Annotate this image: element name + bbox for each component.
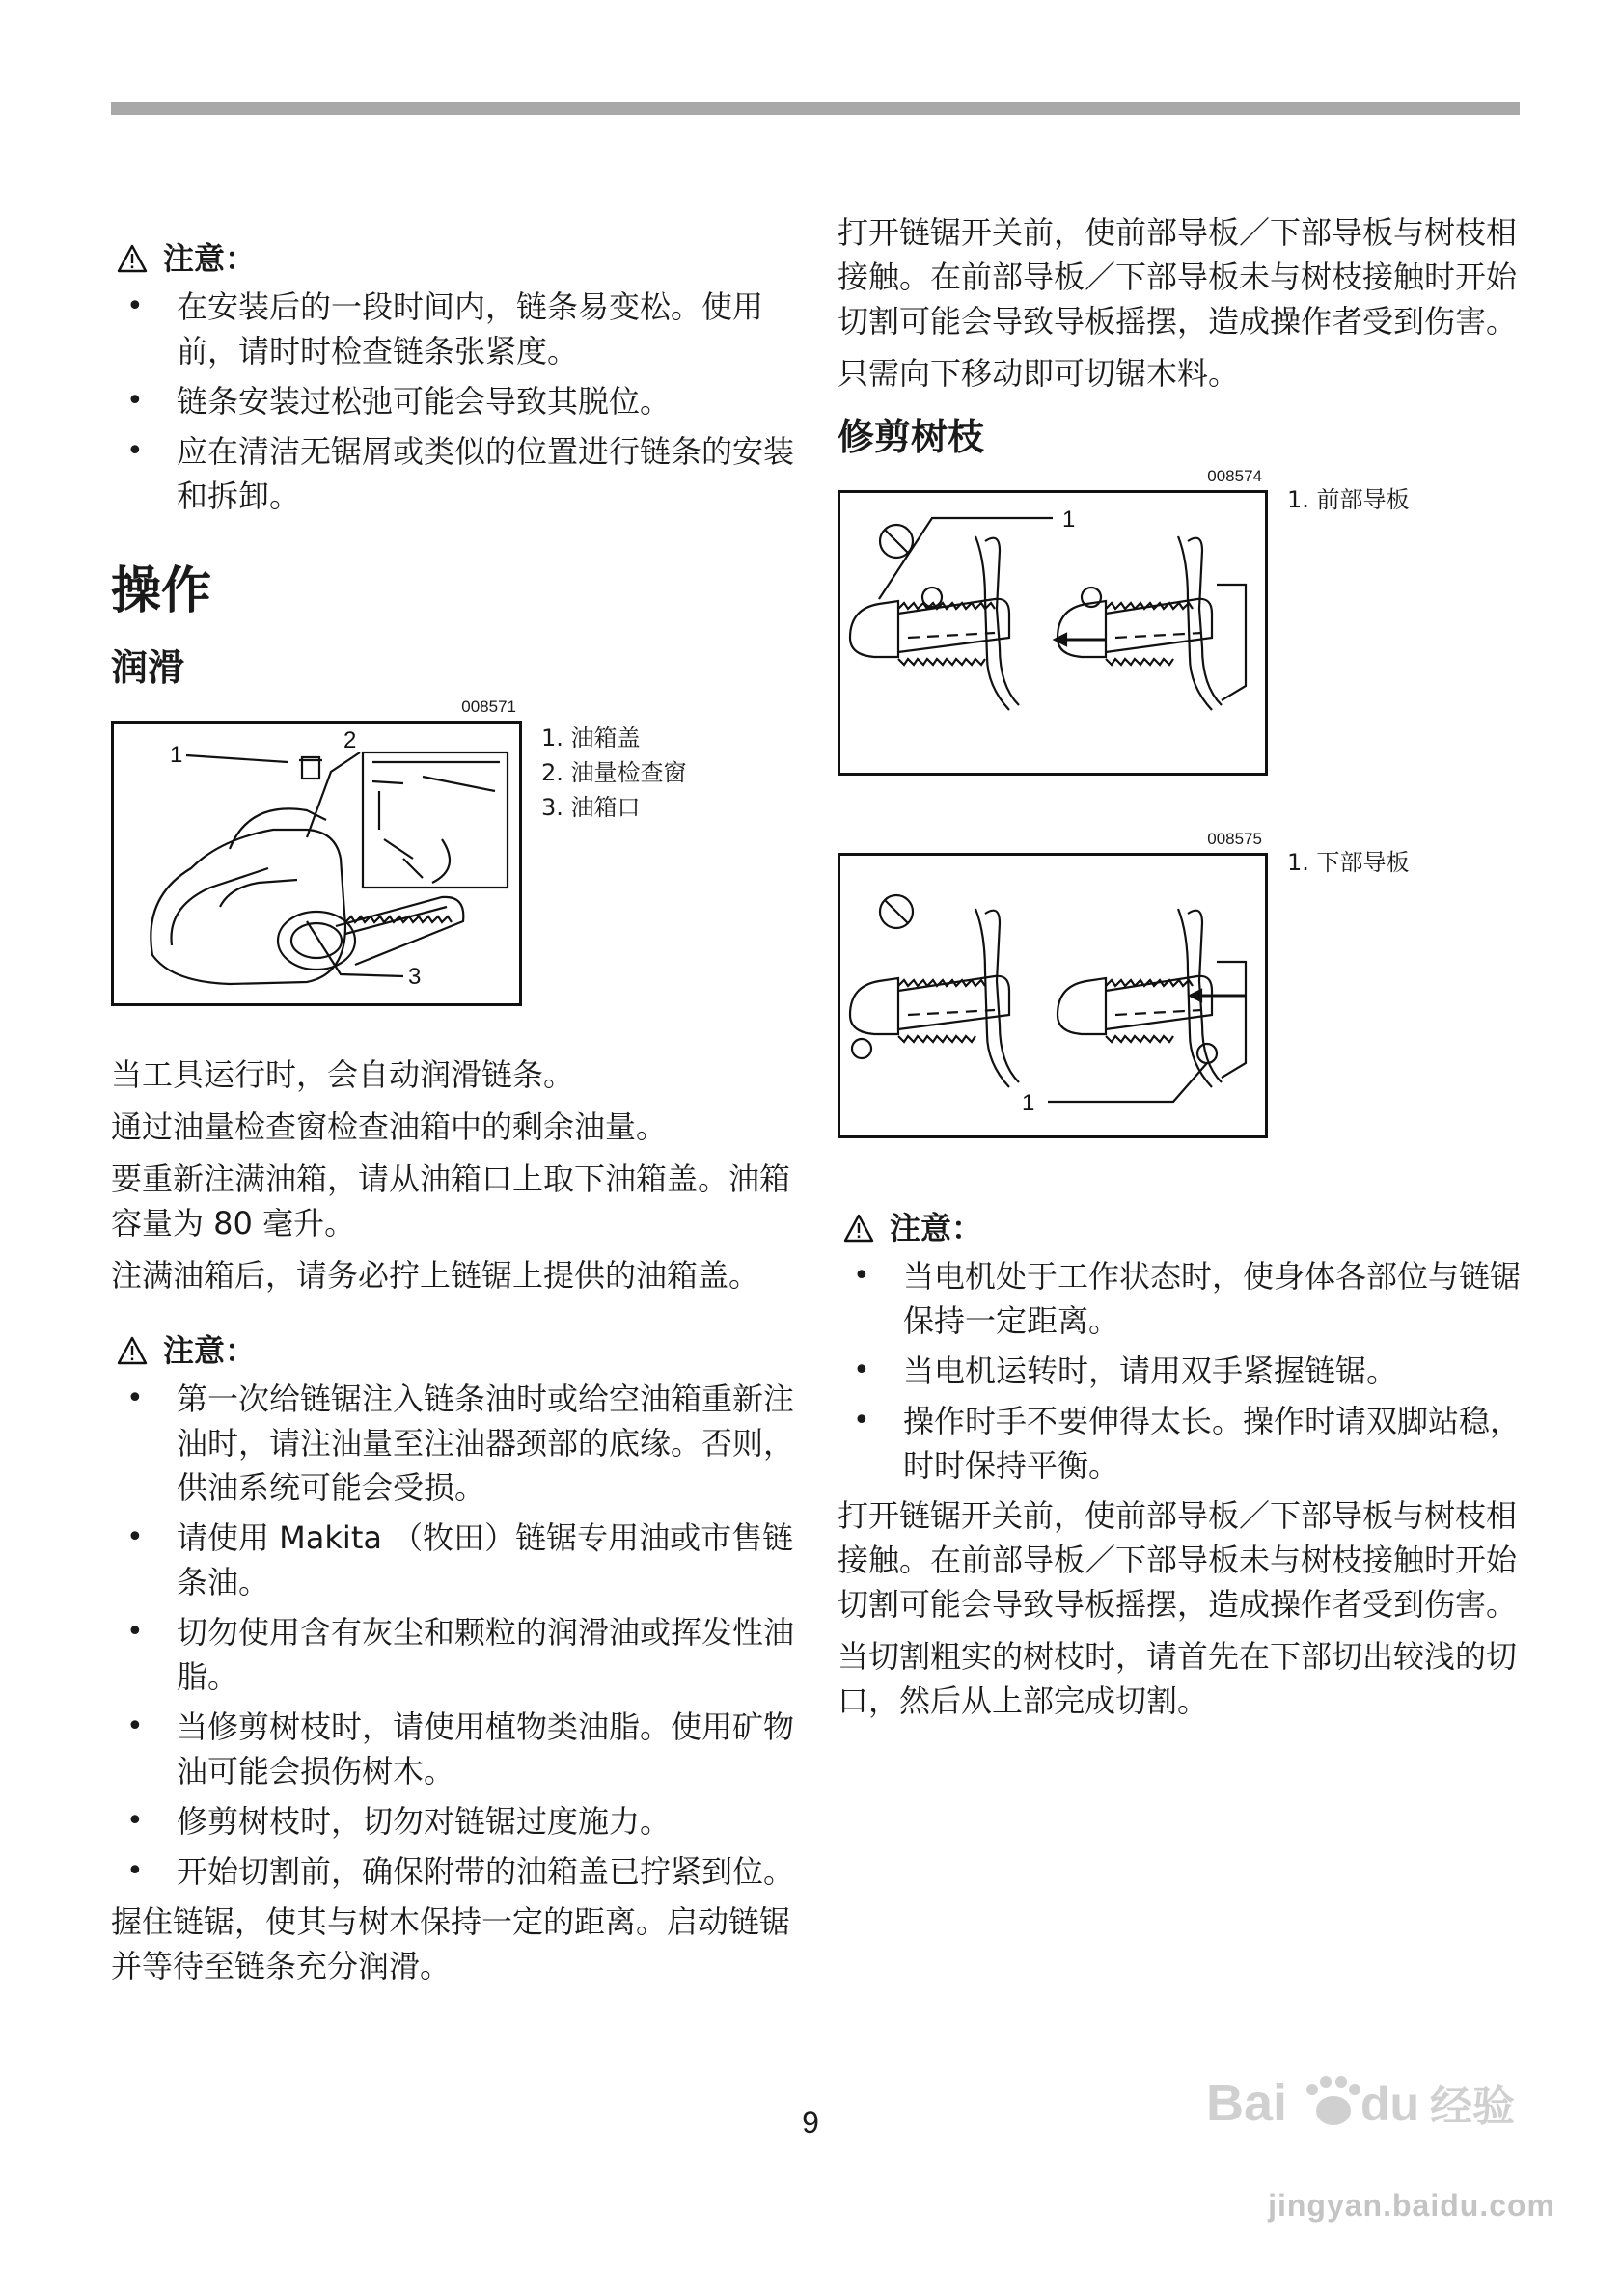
front-guide-illustration	[840, 493, 1265, 773]
list-item: • 修剪树枝时，切勿对链锯过度施力。	[111, 1799, 796, 1844]
lubrication-figure	[111, 721, 796, 1006]
notice-heading	[843, 1206, 1525, 1250]
warning-icon	[117, 244, 148, 273]
notice-label: 注意：	[163, 240, 257, 277]
figure-legend	[541, 721, 687, 825]
lower-guide-figure	[838, 849, 1525, 1138]
notice-list	[838, 1254, 1525, 1488]
page-number: 9	[802, 2105, 819, 2140]
list-item: • 切勿使用含有灰尘和颗粒的润滑油或挥发性油脂。	[111, 1610, 796, 1699]
figure-code: 008575	[1207, 830, 1262, 848]
figure-box	[838, 853, 1268, 1138]
callout-3: 3	[408, 964, 422, 990]
paragraph: 握住链锯，使其与树木保持一定的距离。启动链锯并等待至链条充分润滑。	[111, 1903, 791, 1984]
warning-icon	[843, 1214, 874, 1243]
legend-item: 2. 油量检查窗	[541, 759, 687, 786]
notice-list	[111, 1377, 796, 1894]
figure-box	[838, 490, 1268, 776]
header-rule	[111, 102, 1520, 115]
chainsaw-oil-illustration	[114, 724, 519, 1003]
svg-text:Bai: Bai	[1206, 2074, 1288, 2130]
paragraph: 要重新注满油箱，请从油箱口上取下油箱盖。油箱容量为 80 毫升。	[111, 1161, 791, 1242]
notice-heading	[117, 236, 796, 281]
callout-1: 1	[1062, 506, 1076, 533]
list-item: • 第一次给链锯注入链条油时或给空油箱重新注油时，请注油量至注油器颈部的底缘。否则，供油系统可能会受损。	[111, 1377, 796, 1510]
legend-item: 3. 油箱口	[541, 794, 641, 821]
figure-legend	[1287, 482, 1410, 517]
figure-box	[111, 721, 522, 1006]
paragraph: 打开链锯开关前，使前部导板／下部导板与树枝相接触。在前部导板／下部导板未与树枝接触时开始切割可能会导致导板摇摆，造成操作者受到伤害。	[838, 1497, 1518, 1623]
list-item: • 在安装后的一段时间内，链条易变松。使用前，请时时检查链条张紧度。	[111, 285, 796, 373]
list-item: • 当电机运转时，请用双手紧握链锯。	[838, 1349, 1525, 1393]
notice-list	[111, 285, 796, 518]
paragraph: 注满油箱后，请务必拧上链锯上提供的油箱盖。	[111, 1257, 760, 1294]
callout-2: 2	[343, 727, 357, 753]
list-item: • 应在清洁无锯屑或类似的位置进行链条的安装和拆卸。	[111, 429, 796, 518]
right-column	[838, 210, 1525, 1731]
list-item: • 请使用 Makita （牧田）链锯专用油或市售链条油。	[111, 1516, 796, 1604]
subsection-title: 润滑	[111, 646, 185, 689]
callout-1: 1	[170, 742, 183, 768]
legend-item: 1. 下部导板	[1287, 849, 1410, 876]
notice-heading	[117, 1328, 796, 1373]
paragraph: 通过油量检查窗检查油箱中的剩余油量。	[111, 1108, 668, 1145]
callout-1: 1	[1022, 1090, 1035, 1116]
list-item: • 当电机处于工作状态时，使身体各部位与链锯保持一定距离。	[838, 1254, 1525, 1343]
watermark-url: jingyan.baidu.com	[1268, 2188, 1555, 2223]
paragraph: 当切割粗实的树枝时，请首先在下部切出较浅的切口，然后从上部完成切割。	[838, 1638, 1518, 1719]
paragraph: 打开链锯开关前，使前部导板／下部导板与树枝相接触。在前部导板／下部导板未与树枝接触时开始切割可能会导致导板摇摆，造成操作者受到伤害。	[838, 214, 1518, 340]
subsection-title: 修剪树枝	[838, 416, 985, 458]
front-guide-figure	[838, 486, 1525, 776]
svg-text:du: du	[1360, 2077, 1420, 2130]
svg-text:经验: 经验	[1430, 2082, 1515, 2130]
notice-label: 注意：	[890, 1210, 983, 1246]
list-item: • 操作时手不要伸得太长。操作时请双脚站稳，时时保持平衡。	[838, 1399, 1525, 1488]
warning-icon	[117, 1336, 148, 1365]
baidu-watermark-logo	[1206, 2072, 1525, 2130]
list-item: • 当修剪树枝时，请使用植物类油脂。使用矿物油可能会损伤树木。	[111, 1705, 796, 1793]
legend-item: 1. 油箱盖	[541, 724, 641, 752]
figure-code: 008574	[1207, 467, 1262, 485]
figure-legend	[1287, 845, 1410, 880]
left-column	[111, 236, 796, 1996]
paragraph: 只需向下移动即可切锯木料。	[838, 355, 1240, 392]
list-item: • 开始切割前，确保附带的油箱盖已拧紧到位。	[111, 1849, 796, 1894]
list-item: • 链条安装过松弛可能会导致其脱位。	[111, 379, 796, 424]
lower-guide-illustration	[840, 856, 1265, 1135]
figure-code: 008571	[461, 697, 516, 716]
legend-item: 1. 前部导板	[1287, 486, 1410, 513]
notice-label: 注意：	[163, 1332, 257, 1369]
paragraph: 当工具运行时，会自动润滑链条。	[111, 1056, 575, 1093]
section-title: 操作	[111, 562, 212, 620]
